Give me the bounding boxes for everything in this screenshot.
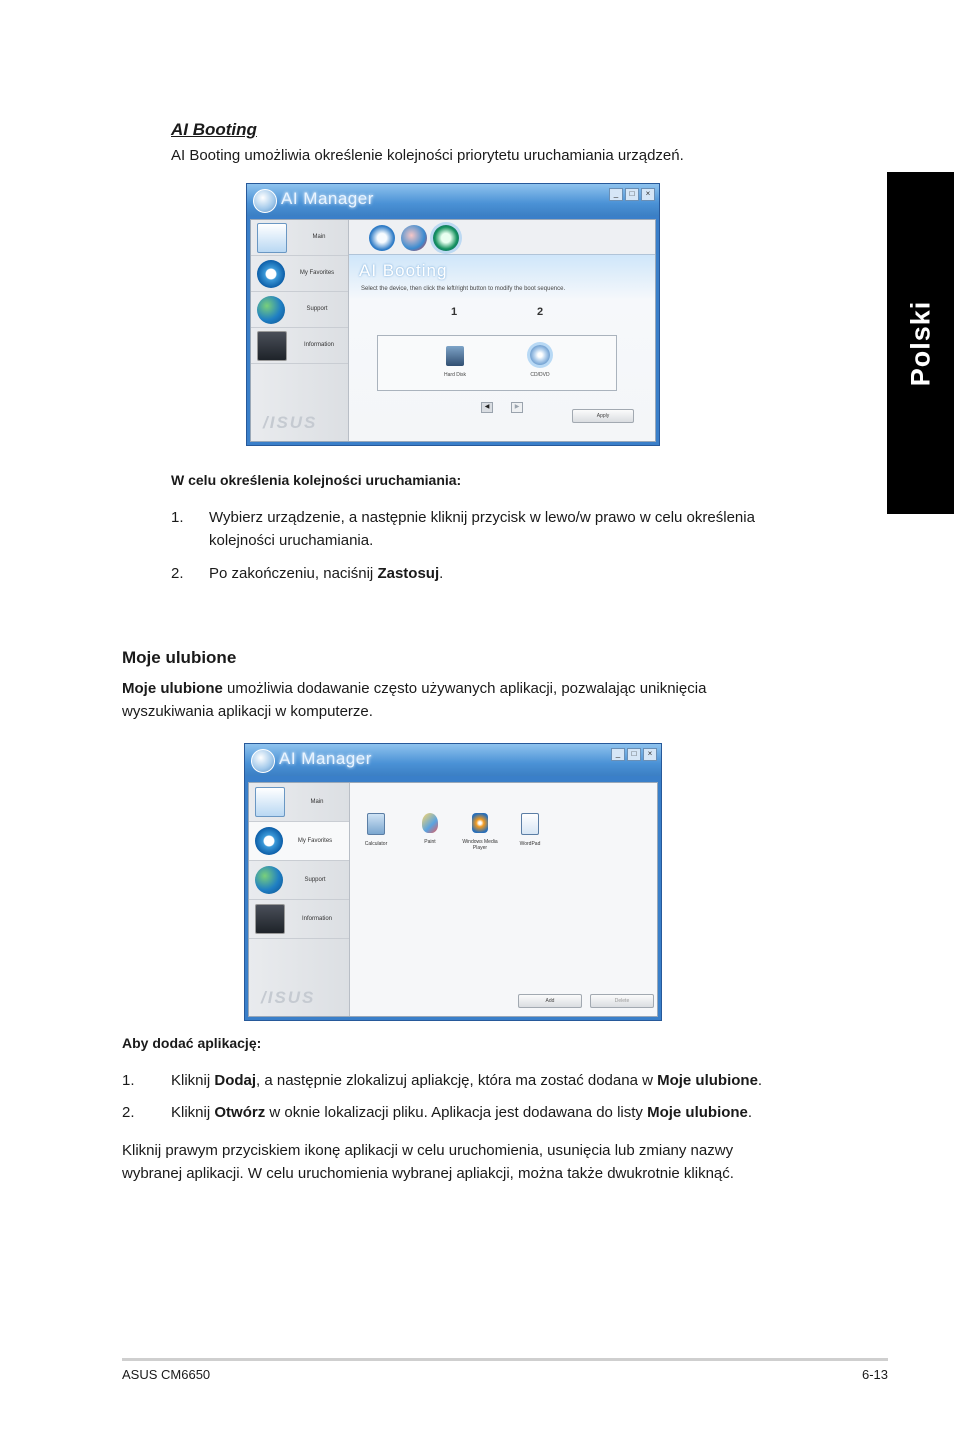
boot-steps-heading: W celu określenia kolejności uruchamiania: bbox=[171, 472, 462, 488]
hard-disk-icon[interactable] bbox=[446, 346, 464, 366]
add-app-heading: Aby dodać aplikację: bbox=[122, 1035, 262, 1051]
step-text bbox=[209, 506, 755, 552]
step-text bbox=[171, 1101, 752, 1124]
sidebar-item-information[interactable] bbox=[251, 328, 348, 364]
step-text-part: Po zakończeniu, naciśnij bbox=[209, 565, 378, 582]
boot-slot-number: 1 bbox=[451, 306, 458, 318]
window-client bbox=[250, 219, 656, 442]
usage-note bbox=[122, 1139, 734, 1185]
step-text-bold: Moje ulubione bbox=[647, 1104, 748, 1121]
ai-manager-logo-icon bbox=[253, 189, 277, 213]
ai-manager-favorites-window bbox=[244, 743, 662, 1021]
calculator-icon bbox=[367, 813, 385, 835]
ai-booting-tab-icon[interactable] bbox=[433, 225, 459, 251]
disk-tab-icon[interactable] bbox=[401, 225, 427, 251]
step-text-bold: Dodaj bbox=[214, 1072, 257, 1089]
step-text-line: kolejności uruchamiania. bbox=[209, 532, 374, 549]
maximize-button[interactable]: □ bbox=[627, 748, 641, 761]
window-title: AI Manager bbox=[279, 749, 372, 768]
step-text-part: . bbox=[757, 1072, 763, 1089]
system-tab-icon[interactable] bbox=[369, 225, 395, 251]
device-label: Hard Disk bbox=[444, 372, 466, 378]
step-number: 1. bbox=[122, 1072, 135, 1089]
asus-logo: /ISUS bbox=[263, 413, 318, 432]
window-titlebar bbox=[247, 184, 659, 216]
sidebar-item-support[interactable] bbox=[249, 861, 349, 900]
app-label: WordPad bbox=[519, 841, 541, 847]
step-text-part: , a następnie zlokalizuj apliakcję, która ma zostać dodana w bbox=[256, 1072, 658, 1089]
device-list bbox=[377, 335, 617, 391]
moje-ulubione-description bbox=[122, 677, 706, 723]
sidebar-item-main[interactable] bbox=[251, 220, 348, 256]
cd-dvd-icon[interactable] bbox=[530, 345, 550, 365]
sidebar-label: Information bbox=[303, 342, 334, 348]
globe-icon bbox=[255, 866, 283, 894]
computer-icon bbox=[257, 331, 287, 361]
media-player-icon bbox=[472, 813, 488, 833]
favorites-panel bbox=[350, 783, 657, 1016]
step-number: 2. bbox=[122, 1104, 135, 1121]
panel-title: AI Booting bbox=[359, 261, 448, 280]
window-client bbox=[248, 782, 658, 1017]
sidebar-label: Main bbox=[312, 234, 326, 240]
step-text-part: . bbox=[439, 565, 444, 582]
step-text-bold: Zastosuj bbox=[377, 565, 440, 582]
sidebar bbox=[249, 783, 350, 1016]
ai-manager-logo-icon bbox=[251, 749, 275, 773]
step-text-part: . bbox=[747, 1104, 753, 1121]
language-label: Polski bbox=[905, 300, 936, 386]
sidebar-label: Support bbox=[306, 306, 328, 312]
step-text bbox=[171, 1069, 762, 1092]
favorites-icon bbox=[257, 260, 285, 288]
globe-icon bbox=[257, 296, 285, 324]
step-text bbox=[209, 562, 443, 585]
step-text-part: Kliknij bbox=[171, 1072, 215, 1089]
description-text: umożliwia dodawanie często używanych aplikacji, pozwalając uniknięcia bbox=[222, 680, 707, 697]
note-line: wybranej aplikacji. W celu uruchomienia wybranej apliakcji, można także dwukrotnie kliknąć. bbox=[122, 1165, 734, 1182]
sidebar-label: Main bbox=[310, 798, 324, 805]
app-label: Windows Media Player bbox=[462, 839, 498, 851]
language-side-tab bbox=[887, 172, 954, 514]
step-text-part: w oknie lokalizacji pliku. Aplikacja jest dodawana do listy bbox=[265, 1104, 648, 1121]
ai-booting-panel bbox=[349, 254, 655, 441]
sidebar-label: My Favorites bbox=[297, 837, 333, 844]
app-calculator[interactable] bbox=[356, 813, 396, 847]
sidebar-item-information[interactable] bbox=[249, 900, 349, 939]
app-label: Calculator bbox=[364, 841, 388, 847]
sidebar-item-main[interactable] bbox=[249, 783, 349, 822]
step-number: 1. bbox=[171, 509, 184, 526]
description-text: wyszukiwania aplikacji w komputerze. bbox=[122, 703, 373, 720]
computer-icon bbox=[255, 904, 285, 934]
favorites-icon bbox=[255, 827, 283, 855]
app-paint[interactable] bbox=[410, 813, 450, 845]
apply-button[interactable]: Apply bbox=[572, 409, 634, 423]
ai-booting-description: AI Booting umożliwia określenie kolejności priorytetu uruchamiania urządzeń. bbox=[171, 147, 684, 164]
move-right-button[interactable]: ▶ bbox=[511, 402, 523, 413]
close-button[interactable]: × bbox=[643, 748, 657, 761]
move-left-button[interactable]: ◀ bbox=[481, 402, 493, 413]
step-text-bold: Moje ulubione bbox=[657, 1072, 758, 1089]
panel-description: Select the device, then click the left/right button to modify the boot sequence. bbox=[361, 286, 566, 292]
app-label: Paint bbox=[424, 839, 436, 845]
wordpad-icon bbox=[521, 813, 539, 835]
step-number: 2. bbox=[171, 565, 184, 582]
moje-ulubione-title: Moje ulubione bbox=[122, 648, 237, 667]
close-button[interactable]: × bbox=[641, 188, 655, 201]
sidebar bbox=[251, 220, 349, 441]
step-text-line: Wybierz urządzenie, a następnie kliknij przycisk w lewo/w prawo w celu określenia bbox=[209, 509, 755, 526]
sidebar-item-my-favorites[interactable] bbox=[249, 822, 349, 861]
sidebar-label: My Favorites bbox=[299, 270, 335, 276]
device-label: CD/DVD bbox=[530, 372, 550, 378]
main-icon bbox=[255, 787, 285, 817]
page-number: 6-13 bbox=[861, 1367, 888, 1382]
main-icon bbox=[257, 223, 287, 253]
sidebar-item-my-favorites[interactable] bbox=[251, 256, 348, 292]
footer-divider bbox=[122, 1358, 888, 1361]
delete-button[interactable]: Delete bbox=[590, 994, 654, 1008]
app-windows-media-player[interactable] bbox=[460, 813, 500, 851]
add-button[interactable]: Add bbox=[518, 994, 582, 1008]
step-text-bold: Otwórz bbox=[214, 1104, 266, 1121]
minimize-button[interactable]: _ bbox=[609, 188, 623, 201]
app-wordpad[interactable] bbox=[510, 813, 550, 847]
content-area bbox=[349, 220, 655, 441]
minimize-button[interactable]: _ bbox=[611, 748, 625, 761]
paint-icon bbox=[422, 813, 438, 833]
sidebar-label: Support bbox=[304, 876, 326, 883]
content-area bbox=[350, 783, 657, 1016]
sidebar-item-support[interactable] bbox=[251, 292, 348, 328]
footer-model: ASUS CM6650 bbox=[122, 1367, 211, 1382]
asus-logo: /ISUS bbox=[261, 988, 316, 1007]
note-line: Kliknij prawym przyciskiem ikonę aplikacji w celu uruchomienia, usunięcia lub zmiany nazwy bbox=[122, 1142, 734, 1159]
maximize-button[interactable]: □ bbox=[625, 188, 639, 201]
step-text-part: Kliknij bbox=[171, 1104, 215, 1121]
boot-slot-number: 2 bbox=[537, 306, 544, 318]
description-bold: Moje ulubione bbox=[122, 680, 223, 697]
ai-manager-booting-window bbox=[246, 183, 660, 446]
window-title: AI Manager bbox=[281, 189, 374, 208]
ai-booting-title: AI Booting bbox=[171, 120, 257, 139]
sidebar-label: Information bbox=[301, 915, 332, 922]
window-titlebar bbox=[245, 744, 661, 776]
